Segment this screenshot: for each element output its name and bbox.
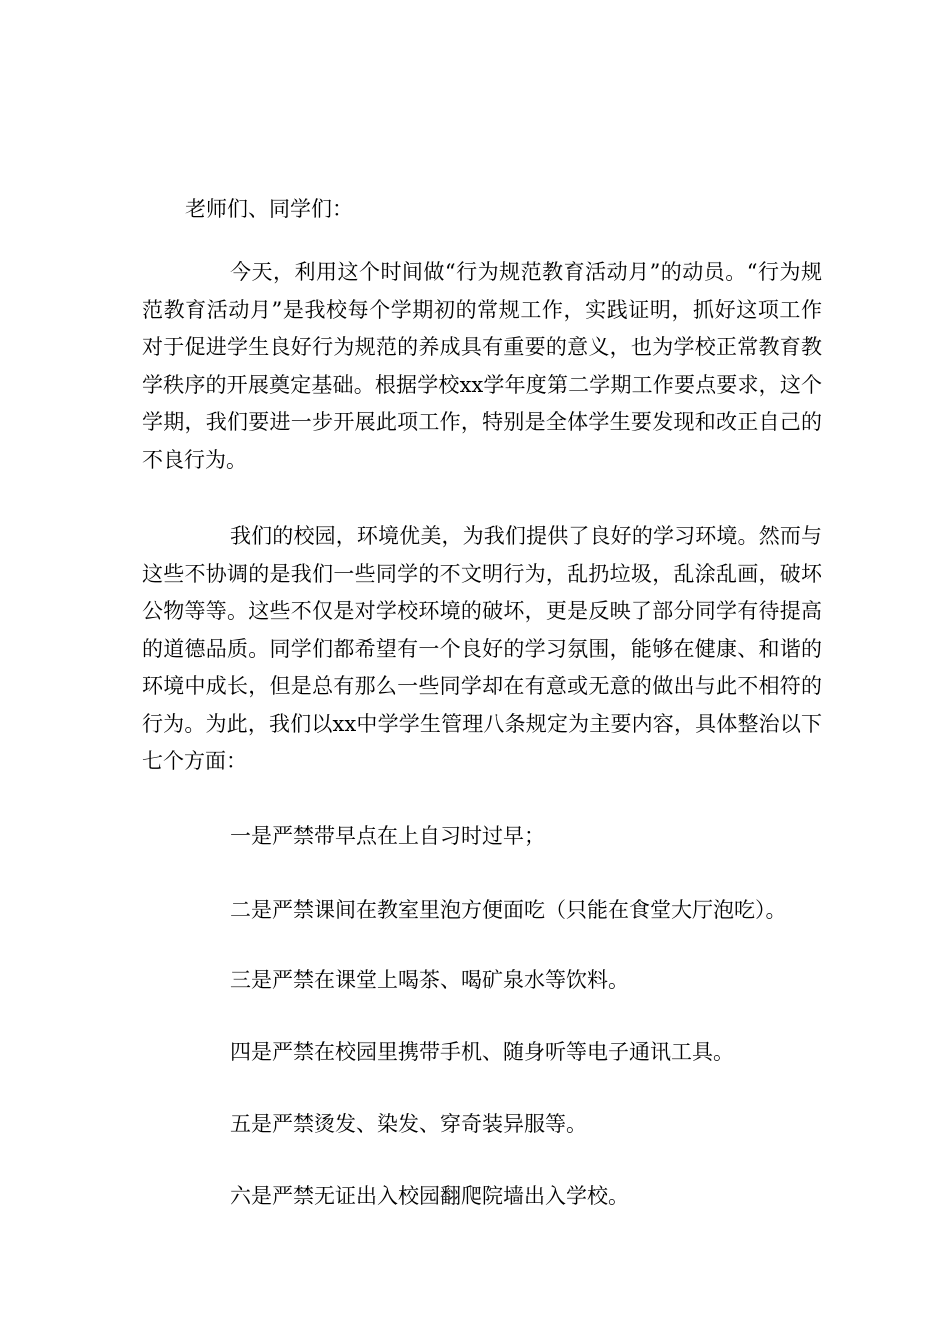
rule-item-2: 二是严禁课间在教室里泡方便面吃（只能在食堂大厅泡吃）。	[230, 898, 787, 922]
salutation: 老师们、同学们：	[185, 197, 353, 221]
rule-item-6: 六是严禁无证出入校园翻爬院墙出入学校。	[230, 1184, 629, 1208]
paragraph-campus-environment: 我们的校园，环境优美，为我们提供了良好的学习环境。然而与这些不协调的是我们一些同学的不文明行为，乱扔垃圾，乱涂乱画，破坏公物等等。这些不仅是对学校环境的破坏，更是反映了部分同学有待提高的道德品质。同学们都希望有一个良好的学习氛围，能够在健康、和谐的环境中成长，但是总有那么一些同学却在有意或无意的做出与此不相符的行为。为此，我们以xx中学学生管理八条规定为主要内容，具体整治以下七个方面：	[142, 524, 822, 773]
rule-item-4: 四是严禁在校园里携带手机、随身听等电子通讯工具。	[230, 1040, 734, 1064]
rule-item-1: 一是严禁带早点在上自习时过早；	[230, 824, 545, 848]
rule-item-5: 五是严禁烫发、染发、穿奇装异服等。	[230, 1112, 587, 1136]
paragraph-mobilization: 今天，利用这个时间做“行为规范教育活动月”的动员。“行为规范教育活动月”是我校每个学期初的常规工作，实践证明，抓好这项工作对于促进学生良好行为规范的养成具有重要的意义，也为学校正常教育教学秩序的开展奠定基础。根据学校xx学年度第二学期工作要点要求，这个学期，我们要进一步开展此项工作，特别是全体学生要发现和改正自己的不良行为。	[142, 260, 822, 472]
rule-item-3: 三是严禁在课堂上喝茶、喝矿泉水等饮料。	[230, 968, 629, 992]
